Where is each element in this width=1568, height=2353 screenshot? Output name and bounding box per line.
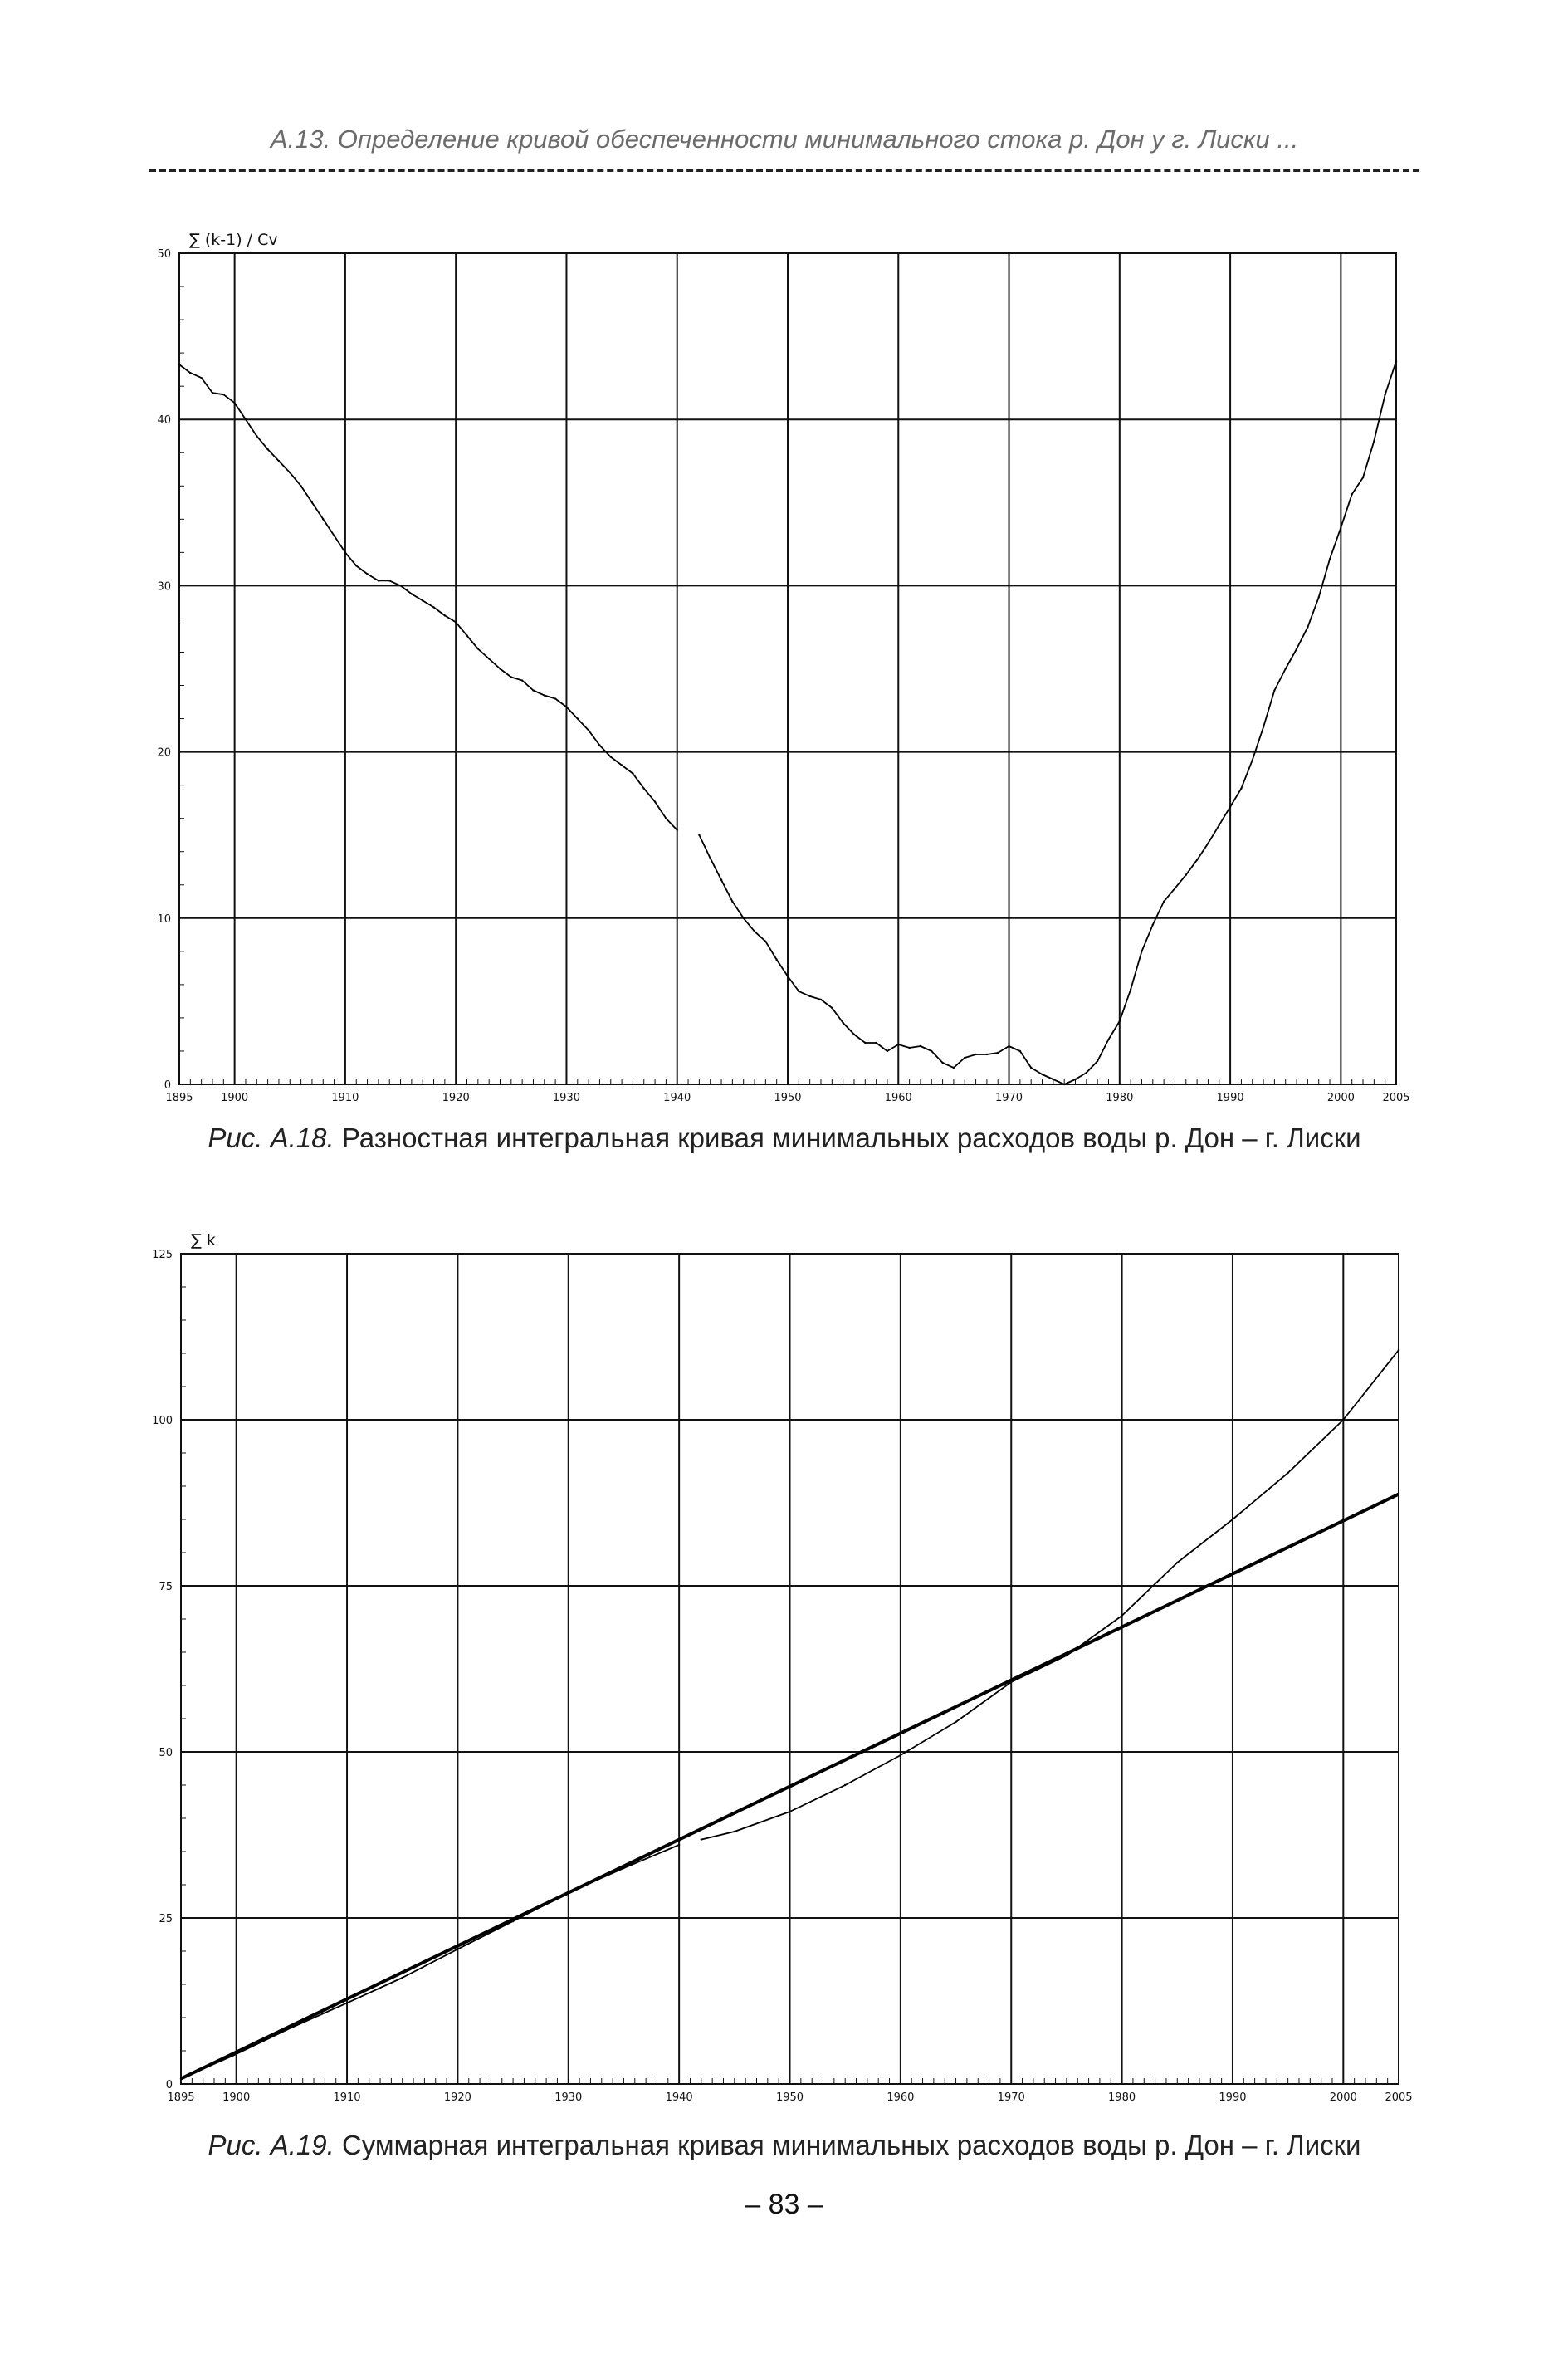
x-tick-label: 1900 <box>221 1092 249 1104</box>
data-point <box>1097 1060 1098 1062</box>
data-point <box>1287 1472 1288 1474</box>
data-point <box>1107 1039 1109 1040</box>
x-tick-label: 1950 <box>774 1092 802 1104</box>
data-point <box>235 2053 237 2055</box>
data-point <box>1174 888 1175 889</box>
y-tick-label: 25 <box>159 1913 173 1925</box>
data-point <box>488 658 490 659</box>
data-point <box>844 1784 846 1786</box>
data-point <box>266 448 268 450</box>
series-line-3 <box>701 1350 1399 1840</box>
data-point <box>734 1831 735 1832</box>
data-point <box>1030 1067 1032 1069</box>
data-point <box>1384 394 1385 395</box>
data-point <box>701 1838 702 1840</box>
x-tick-label: 2000 <box>1329 2091 1357 2104</box>
data-point <box>378 580 379 581</box>
data-point <box>565 706 567 707</box>
data-point <box>1273 689 1275 691</box>
data-point <box>532 689 534 691</box>
data-point <box>953 1067 955 1069</box>
data-point <box>1141 951 1142 952</box>
caption-prefix: Рис. А.19. <box>208 2130 335 2160</box>
data-point <box>1010 1681 1012 1683</box>
data-point <box>432 606 434 608</box>
data-point <box>1398 1349 1399 1351</box>
data-point <box>610 756 612 757</box>
chart-cumulative-integral <box>0 1221 1568 2117</box>
data-point <box>455 621 457 623</box>
x-tick-label: 2005 <box>1382 1092 1410 1104</box>
data-point <box>623 1867 624 1869</box>
x-tick-label: 1900 <box>222 2091 251 2104</box>
y-axis-label: ∑ (k-1) / Cv <box>189 231 278 249</box>
data-point <box>887 1050 888 1052</box>
data-point <box>1163 901 1165 903</box>
y-tick-label: 0 <box>164 1079 171 1092</box>
data-point <box>920 1045 921 1047</box>
x-tick-label: 1930 <box>554 2091 583 2104</box>
data-point <box>941 1062 943 1064</box>
data-point <box>355 565 357 566</box>
data-point <box>1307 626 1308 628</box>
data-point <box>422 599 423 601</box>
x-tick-label: 1895 <box>165 1092 193 1104</box>
data-point <box>1240 787 1242 789</box>
x-tick-label: 1990 <box>1216 1092 1244 1104</box>
data-point <box>1066 1655 1067 1656</box>
data-point <box>842 1022 843 1024</box>
data-point <box>388 580 390 581</box>
data-point <box>256 435 257 437</box>
data-point <box>1008 1045 1009 1047</box>
header-divider <box>149 169 1419 172</box>
data-point <box>731 901 733 903</box>
data-point <box>311 501 313 503</box>
data-point <box>544 694 545 696</box>
x-tick-label: 2000 <box>1326 1092 1355 1104</box>
data-point <box>300 485 301 487</box>
data-point <box>233 402 235 404</box>
data-point <box>975 1054 976 1055</box>
data-point <box>864 1042 866 1044</box>
x-tick-label: 1940 <box>663 1092 691 1104</box>
data-point <box>831 1007 833 1009</box>
data-point <box>710 858 711 859</box>
y-tick-label: 0 <box>165 2079 173 2091</box>
series-line-2 <box>699 361 1396 1084</box>
x-tick-label: 1920 <box>442 1092 470 1104</box>
data-point <box>291 2027 292 2028</box>
data-point <box>908 1047 910 1049</box>
data-point <box>444 614 446 616</box>
data-point <box>178 364 180 365</box>
data-point <box>931 1050 932 1052</box>
data-point <box>1296 648 1297 649</box>
x-tick-label: 1960 <box>884 1092 912 1104</box>
data-point <box>245 418 247 420</box>
data-point <box>1229 805 1231 807</box>
y-tick-label: 30 <box>157 580 171 594</box>
data-point <box>402 1977 403 1979</box>
data-point <box>720 879 722 881</box>
x-tick-label: 2005 <box>1385 2091 1413 2104</box>
data-point <box>1041 1074 1043 1075</box>
data-point <box>875 1042 877 1044</box>
x-tick-label: 1910 <box>331 1092 359 1104</box>
data-point <box>964 1057 965 1059</box>
data-point <box>764 941 766 942</box>
x-tick-label: 1970 <box>994 1092 1023 1104</box>
data-point <box>698 834 700 836</box>
data-point <box>568 1891 569 1893</box>
x-tick-label: 1970 <box>997 2091 1025 2104</box>
data-point <box>789 1811 790 1812</box>
data-point <box>621 764 623 766</box>
data-point <box>677 829 678 830</box>
data-point <box>1086 1072 1087 1074</box>
data-point <box>787 976 789 977</box>
data-point <box>1342 1419 1344 1421</box>
data-point <box>180 2077 182 2079</box>
y-tick-label: 50 <box>159 1747 173 1759</box>
data-point <box>1176 1562 1178 1563</box>
data-point <box>1130 989 1131 991</box>
data-point <box>798 991 799 992</box>
data-point <box>1152 924 1154 926</box>
y-tick-label: 10 <box>157 912 171 926</box>
page-number: – 83 – <box>745 2189 823 2220</box>
x-tick-label: 1930 <box>552 1092 581 1104</box>
y-tick-label: 20 <box>157 746 171 760</box>
data-point <box>897 1044 899 1045</box>
data-point <box>278 460 280 462</box>
y-tick-label: 50 <box>157 248 171 261</box>
y-tick-label: 75 <box>159 1581 173 1593</box>
data-point <box>499 668 501 669</box>
figure-caption-a18 <box>149 1123 1419 1154</box>
data-point <box>1252 759 1253 761</box>
y-axis-label: ∑ k <box>191 1231 216 1250</box>
data-point <box>1219 824 1220 825</box>
data-point <box>577 717 579 719</box>
data-point <box>754 931 755 932</box>
x-tick-label: 1940 <box>665 2091 693 2104</box>
data-point <box>654 800 656 802</box>
data-point <box>521 679 523 681</box>
data-point <box>457 1948 458 1949</box>
data-point <box>1318 596 1320 598</box>
x-tick-label: 1980 <box>1108 2091 1136 2104</box>
data-point <box>466 634 467 636</box>
data-point <box>665 817 667 819</box>
data-point <box>1285 668 1287 669</box>
data-point <box>1232 1519 1233 1520</box>
data-point <box>1263 726 1264 727</box>
x-tick-label: 1895 <box>167 2091 195 2104</box>
data-point <box>1185 874 1187 876</box>
data-point <box>1074 1079 1076 1080</box>
data-point <box>222 394 224 395</box>
y-tick-label: 125 <box>152 1249 173 1261</box>
data-point <box>1395 360 1397 362</box>
series-line-1 <box>179 364 677 830</box>
data-point <box>632 772 633 774</box>
data-point <box>1119 1020 1121 1022</box>
data-point <box>955 1721 956 1723</box>
caption-title: Суммарная интегральная кривая минимальных расходов воды р. Дон – г. Лиски <box>341 2130 1361 2160</box>
data-point <box>200 377 202 379</box>
data-point <box>1351 493 1352 495</box>
page-header: А.13. Определение кривой обеспеченности минимального стока р. Дон у г. Лиски ... <box>270 125 1299 154</box>
data-point <box>366 573 368 575</box>
data-point <box>1053 1079 1054 1080</box>
data-point <box>554 697 556 699</box>
data-point <box>853 1034 855 1035</box>
data-point <box>775 959 777 961</box>
y-tick-label: 40 <box>157 414 171 428</box>
x-tick-label: 1920 <box>443 2091 471 2104</box>
data-point <box>510 676 512 678</box>
data-point <box>588 729 589 731</box>
data-point <box>344 551 346 553</box>
data-point <box>808 996 810 997</box>
data-point <box>1019 1050 1021 1052</box>
data-point <box>512 1920 514 1922</box>
data-point <box>1373 440 1375 442</box>
x-tick-label: 1980 <box>1106 1092 1134 1104</box>
x-tick-label: 1990 <box>1219 2091 1247 2104</box>
data-point <box>289 472 291 473</box>
data-point <box>678 1844 680 1846</box>
data-point <box>1340 526 1341 528</box>
data-point <box>411 593 413 594</box>
y-tick-label: 100 <box>152 1415 173 1427</box>
data-point <box>986 1054 988 1055</box>
data-point <box>1063 1084 1065 1085</box>
data-point <box>322 518 324 520</box>
data-point <box>1121 1615 1122 1617</box>
x-tick-label: 1960 <box>887 2091 915 2104</box>
data-point <box>742 917 744 919</box>
data-point <box>333 535 335 536</box>
x-tick-label: 1950 <box>775 2091 804 2104</box>
caption-title: Разностная интегральная кривая минимальных расходов воды р. Дон – г. Лиски <box>341 1123 1361 1153</box>
figure-caption-a19 <box>149 2130 1419 2161</box>
data-point <box>1362 477 1364 478</box>
chart-difference-integral <box>0 224 1568 1121</box>
data-point <box>189 372 191 374</box>
data-point <box>399 585 401 586</box>
data-point <box>598 744 600 746</box>
data-point <box>997 1052 999 1054</box>
data-point <box>643 787 645 789</box>
caption-prefix: Рис. А.18. <box>208 1123 335 1153</box>
data-point <box>900 1754 901 1756</box>
x-tick-label: 1910 <box>333 2091 361 2104</box>
data-point <box>1196 859 1198 861</box>
data-point <box>1329 558 1331 560</box>
data-point <box>346 2002 348 2003</box>
data-point <box>820 999 822 1000</box>
data-point <box>212 392 213 394</box>
data-point <box>477 648 479 649</box>
data-point <box>1207 843 1209 844</box>
